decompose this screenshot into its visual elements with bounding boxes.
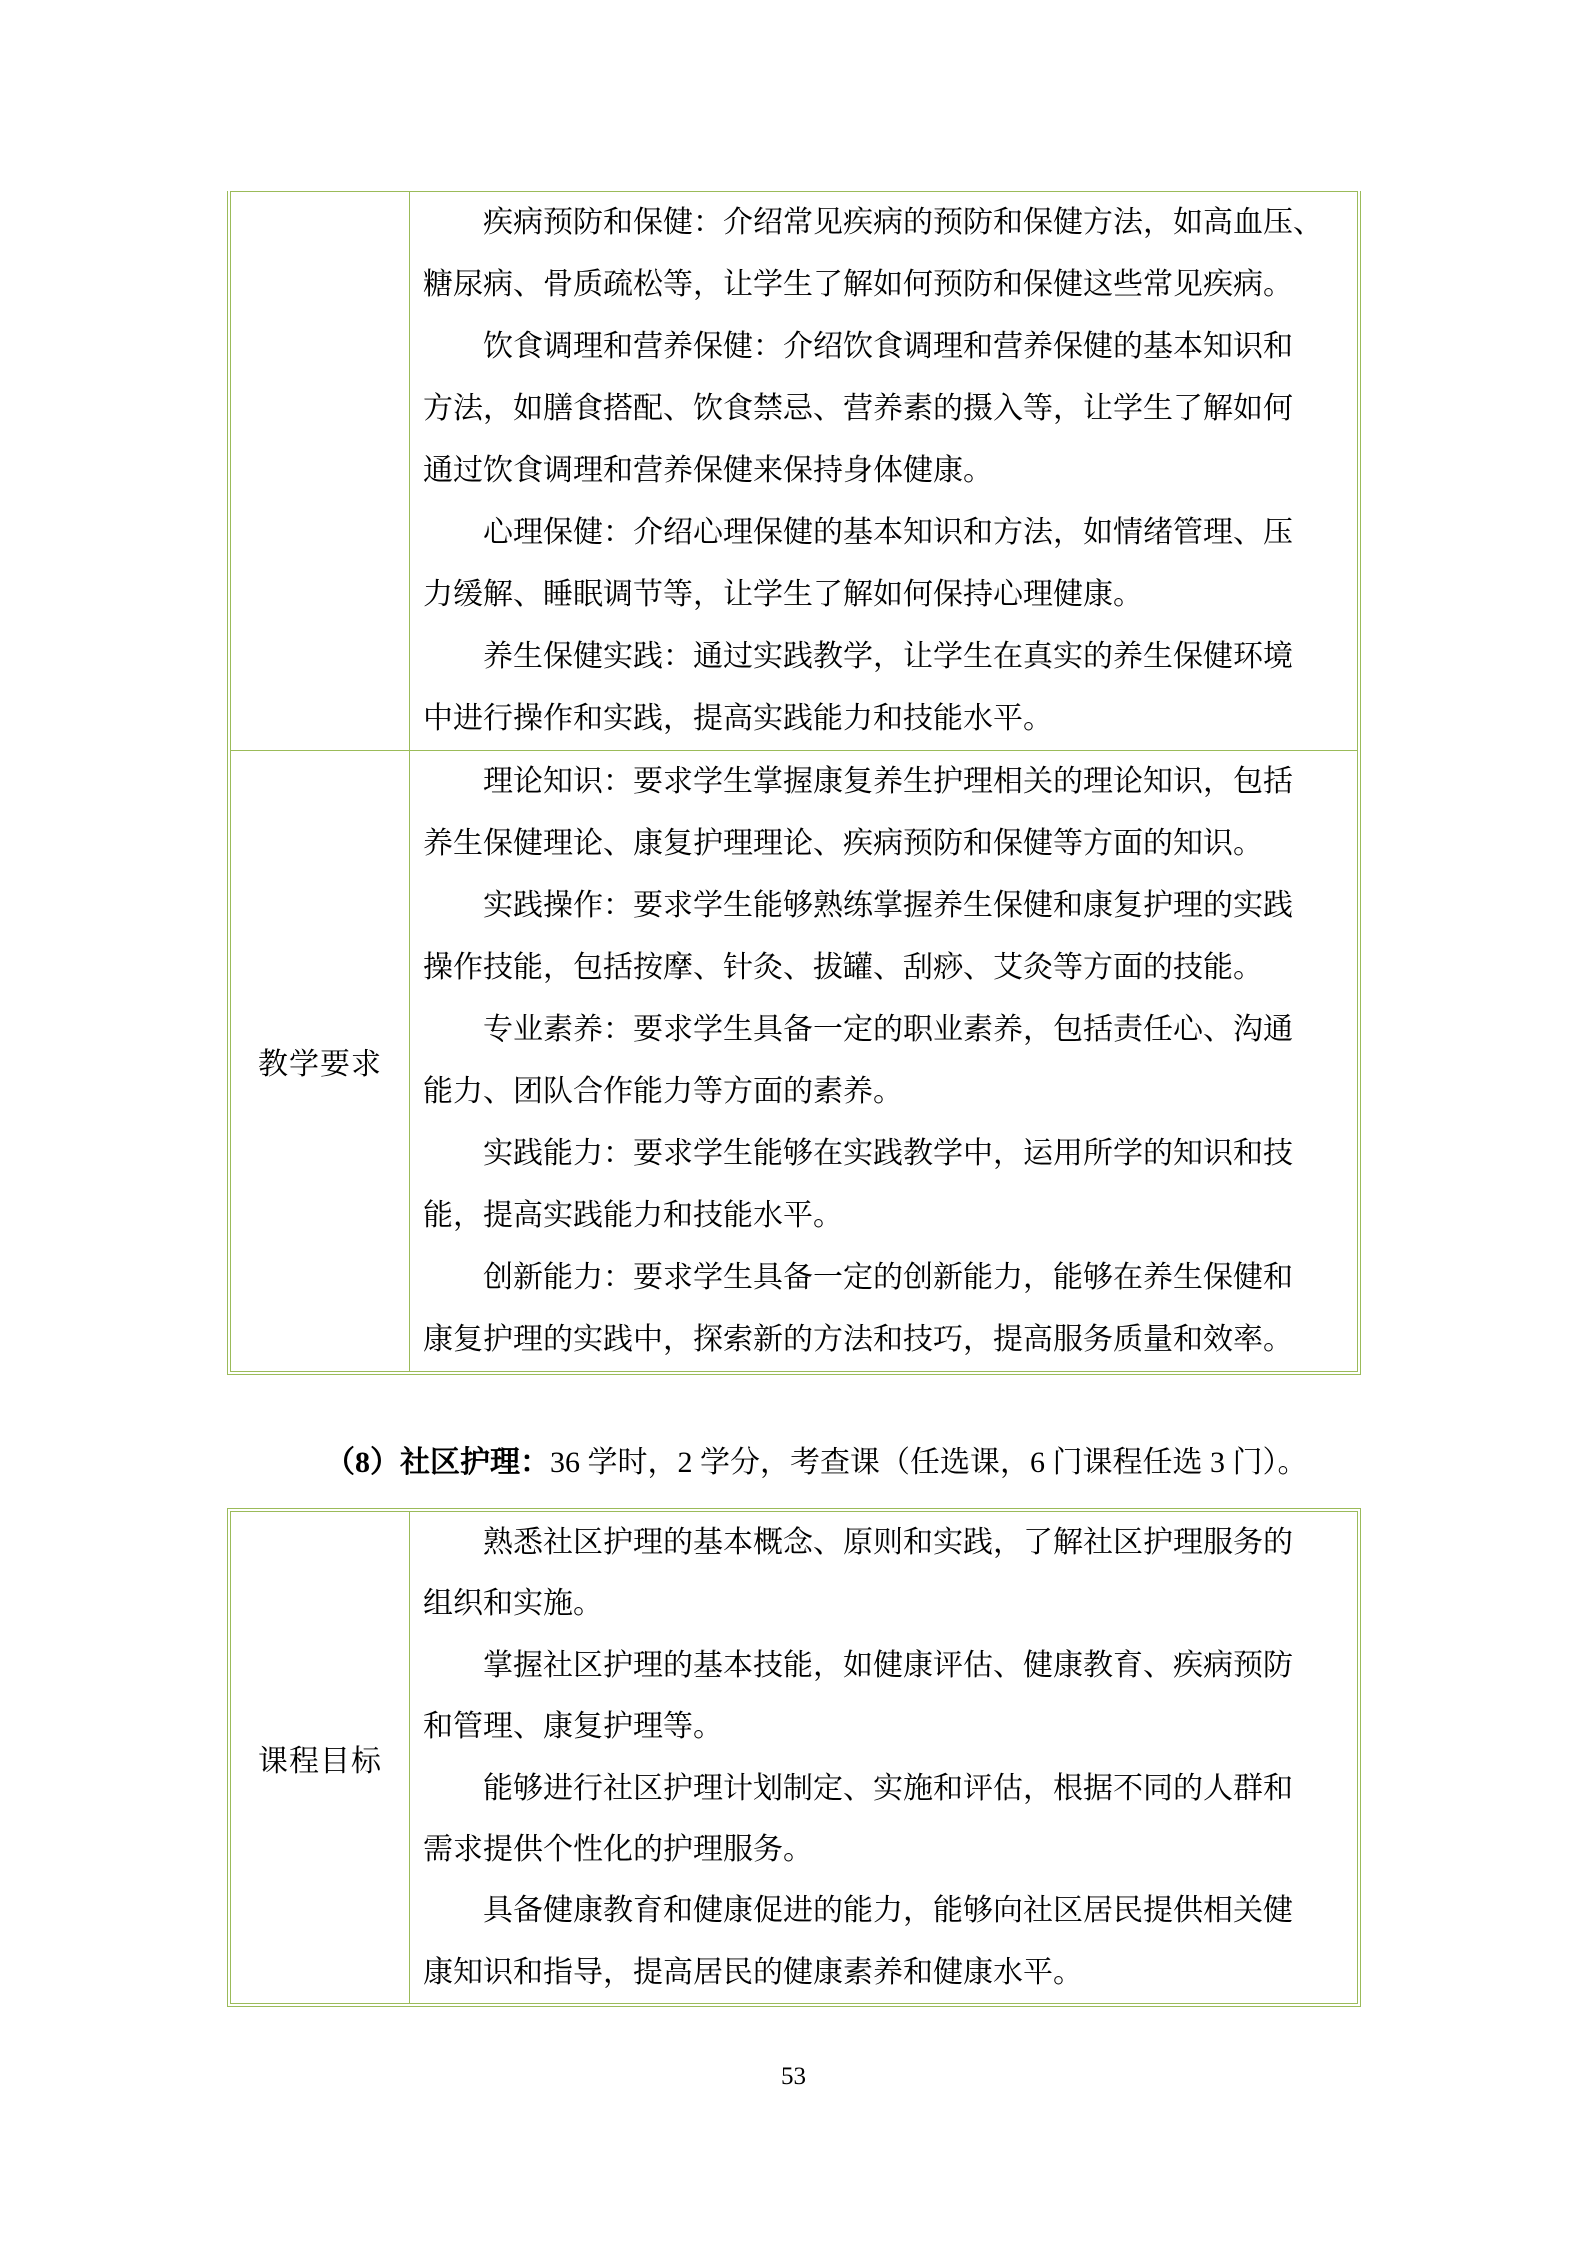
row-content-cell	[410, 1512, 1357, 2003]
text-line: 理论知识：要求学生掌握康复养生护理相关的理论知识，包括	[483, 765, 1293, 798]
text-line: 养生保健实践：通过实践教学，让学生在真实的养生保健环境	[483, 640, 1293, 673]
teaching-requirements-table	[227, 191, 1361, 1375]
text-line: 专业素养：要求学生具备一定的职业素养，包括责任心、沟通	[483, 1013, 1293, 1046]
table-row	[231, 750, 1357, 1371]
text-line: 掌握社区护理的基本技能，如健康评估、健康教育、疾病预防	[483, 1648, 1293, 1682]
text-line: 能够进行社区护理计划制定、实施和评估，根据不同的人群和	[483, 1771, 1293, 1805]
text-line: 能力、团队合作能力等方面的素养。	[423, 1075, 903, 1108]
course-objectives-table	[227, 1508, 1361, 2007]
text-line: 实践操作：要求学生能够熟练掌握养生保健和康复护理的实践	[483, 889, 1293, 922]
course-intro-paragraph	[227, 1432, 1361, 1494]
text-line: 和管理、康复护理等。	[423, 1710, 723, 1744]
text-line: 中进行操作和实践，提高实践能力和技能水平。	[423, 702, 1053, 735]
text-line: 糖尿病、骨质疏松等，让学生了解如何预防和保健这些常见疾病。	[423, 268, 1293, 301]
table-row	[231, 192, 1357, 750]
text-line: 康复护理的实践中，探索新的方法和技巧，提高服务质量和效率。	[423, 1323, 1293, 1356]
text-line: 方法，如膳食搭配、饮食禁忌、营养素的摄入等，让学生了解如何	[423, 392, 1293, 425]
table-inner-border	[230, 191, 1358, 1372]
text-line: 操作技能，包括按摩、针灸、拔罐、刮痧、艾灸等方面的技能。	[423, 951, 1263, 984]
table-inner-border	[230, 1511, 1358, 2004]
table-row	[231, 1512, 1357, 2003]
text-line: 组织和实施。	[423, 1587, 603, 1621]
row-label-teaching-requirements: 教学要求	[231, 751, 410, 1371]
text-line: 心理保健：介绍心理保健的基本知识和方法，如情绪管理、压	[483, 516, 1293, 549]
page-number: 53	[781, 2063, 806, 2090]
row-content-cell	[410, 751, 1357, 1371]
course-intro-rest: 36 学时，2 学分，考查课（任选课，6 门课程任选 3 门）。	[550, 1446, 1308, 1479]
text-line: 疾病预防和保健：介绍常见疾病的预防和保健方法，如高血压、	[483, 206, 1323, 239]
course-intro-bold: （8）社区护理：	[325, 1446, 550, 1479]
text-line: 需求提供个性化的护理服务。	[423, 1832, 813, 1866]
text-line: 熟悉社区护理的基本概念、原则和实践，了解社区护理服务的	[483, 1526, 1293, 1559]
text-line: 具备健康教育和健康促进的能力，能够向社区居民提供相关健	[483, 1894, 1293, 1928]
text-line: 饮食调理和营养保健：介绍饮食调理和营养保健的基本知识和	[483, 330, 1293, 363]
row-label-cell-empty	[231, 192, 410, 750]
text-line: 养生保健理论、康复护理理论、疾病预防和保健等方面的知识。	[423, 827, 1263, 860]
row-content-cell	[410, 192, 1357, 750]
text-line: 创新能力：要求学生具备一定的创新能力，能够在养生保健和	[483, 1261, 1293, 1294]
text-line: 能，提高实践能力和技能水平。	[423, 1199, 843, 1232]
text-line: 力缓解、睡眠调节等，让学生了解如何保持心理健康。	[423, 578, 1143, 611]
text-line: 通过饮食调理和营养保健来保持身体健康。	[423, 454, 993, 487]
row-label-course-objectives: 课程目标	[231, 1512, 410, 2003]
text-line: 实践能力：要求学生能够在实践教学中，运用所学的知识和技	[483, 1137, 1293, 1170]
text-line: 康知识和指导，提高居民的健康素养和健康水平。	[423, 1955, 1083, 1989]
